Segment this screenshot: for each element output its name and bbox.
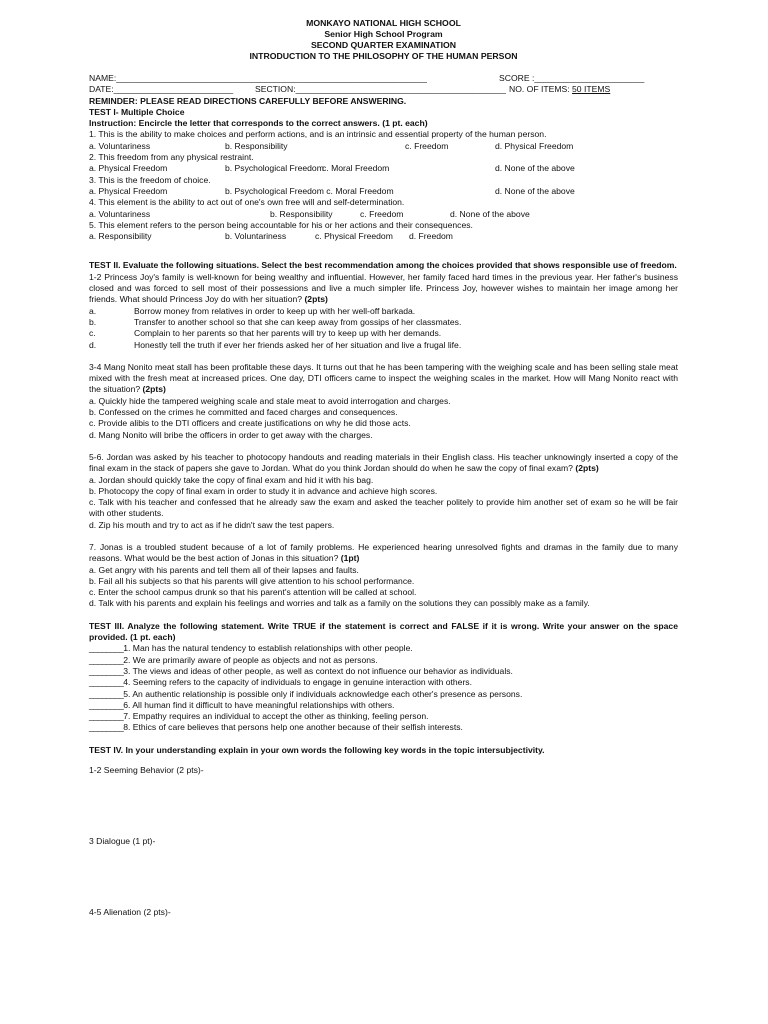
choice-b[interactable]: b. Voluntariness — [225, 231, 287, 242]
test2-situation-4 — [89, 542, 678, 565]
test1-q4 — [89, 197, 678, 220]
list-item — [89, 711, 678, 722]
list-item — [89, 700, 678, 711]
choice-a[interactable]: a. Jordan should quickly take the copy of final exam and hid it with his bag. — [89, 474, 374, 485]
question-text: 4. This element is the ability to act out of one's own free will and self-determination. — [89, 197, 405, 208]
choice-text[interactable]: Borrow money from relatives in order to keep up with her well-off barkada. — [134, 305, 416, 316]
choice-d[interactable]: d. Physical Freedom — [495, 140, 574, 151]
choice-d[interactable]: d. None of the above — [450, 208, 530, 219]
test4-title: TEST IV. In your understanding explain in your own words the following key words in the topic intersubjectivity. — [89, 744, 545, 755]
test2-title: TEST II. Evaluate the following situations. Select the best recommendation among the choices provided that shows responsible use of freedom. — [89, 260, 677, 271]
reminder: REMINDER: PLEASE READ DIRECTIONS CAREFULLY BEFORE ANSWERING. — [89, 95, 407, 106]
answer-blank[interactable]: ________ — [89, 699, 124, 710]
test2-choices-3 — [89, 475, 678, 531]
test2-choices-2 — [89, 396, 678, 441]
list-item — [89, 722, 678, 733]
test1-instruction: Instruction: Encircle the letter that corresponds to the correct answers. (1 pt. each) — [89, 118, 428, 129]
choice-bc[interactable]: b. Psychological Freedom c. Moral Freedom — [225, 185, 394, 196]
situation-points: (2pts) — [142, 384, 166, 395]
test1-q1 — [89, 129, 678, 152]
statement: 6. All human find it difficult to have meaningful relationships with others. — [123, 699, 395, 710]
statement: 3. The views and ideas of other people, as well as context do not influence our behavior as individuals. — [123, 665, 513, 676]
choice-a[interactable]: a. Physical Freedom — [89, 163, 168, 174]
choice-b[interactable]: b. Responsibility — [270, 208, 333, 219]
test3-items — [89, 643, 678, 733]
choice-c[interactable]: c. Moral Freedom — [322, 163, 390, 174]
answer-blank[interactable]: ________ — [89, 688, 124, 699]
name-field[interactable]: NAME:_________________________________________________________________ — [89, 73, 427, 83]
situation-points: (1pt) — [340, 553, 360, 564]
date-field[interactable]: DATE:_________________________ — [89, 84, 234, 95]
choice-c[interactable]: c. Physical Freedom — [315, 231, 393, 242]
question-text: 1. This is the ability to make choices and perform actions, and is an intrinsic and essential property of the human person. — [89, 129, 547, 140]
choice-c[interactable]: c. Freedom — [405, 140, 449, 151]
choice-a[interactable]: a. Quickly hide the tampered weighing scale and stale meat to avoid interrogation and charges. — [89, 395, 451, 406]
exam-name: SECOND QUARTER EXAMINATION — [310, 40, 457, 50]
subject-name: INTRODUCTION TO THE PHILOSOPHY OF THE HUMAN PERSON — [249, 51, 518, 61]
choice-c[interactable]: c. Talk with his teacher and confessed that he already saw the exam and asked the teacher politely to provide him another set of exam so he will be fair with other students. — [89, 497, 678, 519]
question-text: 3. This is the freedom of choice. — [89, 174, 211, 185]
choice-c[interactable]: c. Enter the school campus drunk so that his parent's attention will be called at school. — [89, 587, 417, 598]
answer-blank[interactable]: ________ — [89, 643, 124, 654]
choice-text[interactable]: Complain to her parents so that her parents will try to keep up with her demands. — [134, 328, 442, 339]
question-text: 5. This element refers to the person being accountable for his or her actions and their consequences. — [89, 219, 473, 230]
statement: 1. Man has the natural tendency to establish relationships with other people. — [123, 643, 413, 654]
situation-text: 3-4 Mang Nonito meat stall has been profitable these days. It turns out that he has been tampering with the weighing scale and has been selling stale meat mixed with the fresh meat at increased prices. One day, DTI officers came to inspect the weighing scales in the market. How will Mang Nonito react with the situation? — [89, 361, 678, 395]
choice-a[interactable]: a. Responsibility — [89, 231, 152, 242]
choice-a[interactable]: a. Get angry with his parents and tell them all of their lapses and faults. — [89, 564, 359, 575]
choice-b[interactable]: b. Confessed on the crimes he committed and faced charges and consequences. — [89, 407, 398, 418]
list-item — [89, 666, 678, 677]
choice-d[interactable]: d. None of the above — [495, 185, 575, 196]
answer-blank[interactable]: ________ — [89, 677, 124, 688]
score-field[interactable]: SCORE :_______________________ — [499, 73, 645, 83]
test2-situation-3 — [89, 452, 678, 475]
statement: 8. Ethics of care believes that persons help one another because of their selfish interests. — [123, 722, 463, 733]
choice-letter: a. — [89, 305, 97, 316]
situation-text: 5-6. Jordan was asked by his teacher to photocopy handouts and reading materials in their English class. His teacher unknowingly inserted a copy of the final exam in the stack of papers she gave to Jordan. What do you think Jordan should do when he saw the copy of final exam? — [89, 451, 678, 474]
situation-text: 7. Jonas is a troubled student because of a lot of family problems. He experienced hearing unresolved fights and dramas in the family due to many reasons. What would be the best action of Jonas in this situation? — [89, 541, 678, 564]
test2-situation-1 — [89, 272, 678, 306]
answer-blank[interactable]: ________ — [89, 654, 124, 665]
choice-d[interactable]: d. Freedom — [409, 231, 453, 242]
choice-a[interactable]: a. Voluntariness — [89, 140, 151, 151]
test1-q5 — [89, 220, 678, 243]
section-field[interactable]: SECTION:____________________________________________ — [255, 84, 506, 95]
statement: 7. Empathy requires an individual to accept the other as thinking, feeling person. — [123, 711, 429, 722]
test2-choices-1 — [89, 306, 678, 351]
choice-a[interactable]: a. Voluntariness — [89, 208, 151, 219]
choice-c[interactable]: c. Provide alibis to the DTI officers and create justifications on why he did those acts. — [89, 418, 411, 429]
choice-b[interactable]: b. Photocopy the copy of final exam in order to study it in advance and achieve high scores. — [89, 485, 438, 496]
essay-item-alienation[interactable]: 4-5 Alienation (2 pts)- — [89, 906, 171, 917]
answer-blank[interactable]: ________ — [89, 665, 124, 676]
essay-item-seeming[interactable]: 1-2 Seeming Behavior (2 pts)- — [89, 765, 204, 776]
choice-letter: d. — [89, 339, 97, 350]
statement: 4. Seeming refers to the capacity of individuals to engage in genuine interaction with others. — [123, 677, 472, 688]
choice-c[interactable]: c. Freedom — [360, 208, 404, 219]
test1-title: TEST I- Multiple Choice — [89, 106, 185, 117]
choice-b[interactable]: b. Fail all his subjects so that his parents will give attention to his school performance. — [89, 575, 415, 586]
choice-b[interactable]: b. Psychological Freedom — [225, 163, 324, 174]
program-name: Senior High School Program — [324, 29, 443, 39]
choice-empty — [405, 186, 495, 197]
answer-blank[interactable]: ________ — [89, 711, 124, 722]
choice-d[interactable]: d. Zip his mouth and try to act as if he didn't saw the test papers. — [89, 519, 335, 530]
choice-text[interactable]: Honestly tell the truth if ever her friends asked her of her situation and live a frugal life. — [134, 339, 462, 350]
choice-d[interactable]: d. None of the above — [495, 163, 575, 174]
choice-text[interactable]: Transfer to another school so that she can keep away from gossips of her classmates. — [134, 316, 462, 327]
test2-choices-4 — [89, 565, 678, 610]
list-item — [89, 677, 678, 688]
statement: 2. We are primarily aware of people as objects and not as persons. — [123, 654, 378, 665]
statement: 5. An authentic relationship is possible only if individuals acknowledge each other's presence as persons. — [123, 688, 523, 699]
choice-b[interactable]: b. Responsibility — [225, 140, 288, 151]
situation-points: (2pts) — [575, 463, 599, 474]
test2-situation-2 — [89, 362, 678, 396]
school-name: MONKAYO NATIONAL HIGH SCHOOL — [306, 18, 461, 28]
choice-d[interactable]: d. Mang Nonito will bribe the officers in order to get away with the charges. — [89, 429, 373, 440]
items-value: 50 ITEMS — [572, 84, 611, 95]
choice-letter: c. — [89, 328, 96, 339]
essay-item-dialogue[interactable]: 3 Dialogue (1 pt)- — [89, 836, 156, 847]
situation-points: (2pts) — [304, 294, 328, 305]
test1-q3 — [89, 175, 678, 198]
name-score-row — [89, 73, 678, 84]
test1-q2 — [89, 152, 678, 175]
exam-page — [89, 18, 678, 918]
date-section-row — [89, 84, 678, 95]
answer-blank[interactable]: ________ — [89, 722, 124, 733]
items-label: NO. OF ITEMS: — [509, 84, 570, 95]
choice-a[interactable]: a. Physical Freedom — [89, 185, 168, 196]
list-item — [89, 689, 678, 700]
list-item — [89, 655, 678, 666]
test3-title: TEST III. Analyze the following statement. Write TRUE if the statement is correct and FALSE if it is wrong. Write your answer on the space provided. (1 pt. each) — [89, 620, 678, 643]
situation-text: 1-2 Princess Joy's family is well-known for being wealthy and influential. However, her family faced hard times in the previous year. Her father's business closed and was forced to sell most of their possessions and live a much simpler life. Princess Joy, however wishes to maintain her image among her friends. What should Princess Joy do with her situation? — [89, 271, 678, 305]
question-text: 2. This freedom from any physical restraint. — [89, 152, 254, 163]
exam-header — [89, 18, 678, 62]
list-item — [89, 643, 678, 654]
choice-letter: b. — [89, 316, 97, 327]
choice-d[interactable]: d. Talk with his parents and explain his feelings and worries and talk as a family on the solutions they can possibly make as a family. — [89, 598, 590, 609]
